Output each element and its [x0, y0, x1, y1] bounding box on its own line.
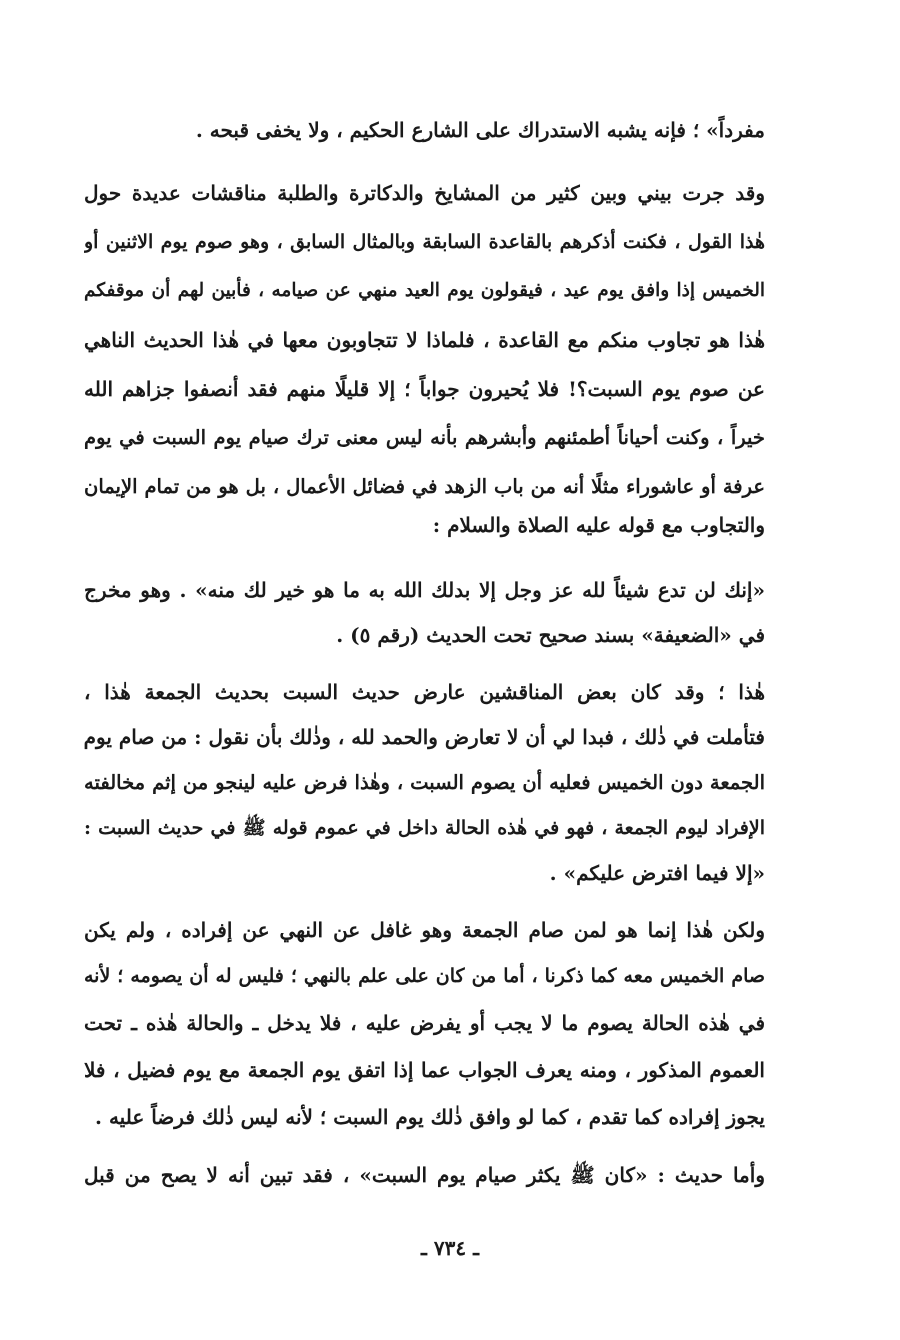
text-line: هٰذا القول ، فكنت أذكرهم بالقاعدة السابقة وبالمثال السابق ، وهو صوم يوم الاثنين أو: [84, 231, 765, 253]
text-line: يجوز إفراده كما تقدم ، كما لو وافق ذٰلك يوم السبت ؛ لأنه ليس ذٰلك فرضاً عليه .: [95, 1105, 765, 1129]
text-line: خيراً ، وكنت أحياناً أطمئنهم وأبشرهم بأنه ليس معنى ترك صيام يوم السبت في يوم: [84, 426, 765, 449]
text-line: هٰذا هو تجاوب منكم مع القاعدة ، فلماذا لا تتجاوبون معها في هٰذا الحديث الناهي: [84, 328, 765, 352]
text-line: وقد جرت بيني وبين كثير من المشايخ والدكاترة والطلبة مناقشات عديدة حول: [84, 181, 765, 205]
page-body-text: [84, 0, 765, 1200]
text-line: «إنك لن تدع شيئاً لله عز وجل إلا بدلك الله به ما هو خير لك منه» . وهو مخرج: [84, 578, 765, 602]
text-line: الإفراد ليوم الجمعة ، فهو في هٰذه الحالة داخل في عموم قوله ﷺ في حديث السبت :: [84, 817, 765, 839]
page-number: ـ ٧٣٤ ـ: [421, 1236, 479, 1260]
text-line: عرفة أو عاشوراء مثلًا أنه من باب الزهد في فضائل الأعمال ، بل هو من تمام الإيمان: [84, 475, 765, 498]
text-line: في هٰذه الحالة يصوم ما لا يجب أو يفرض عليه ، فلا يدخل ـ والحالة هٰذه ـ تحت: [84, 1011, 765, 1035]
text-line: مفرداً» ؛ فإنه يشبه الاستدراك على الشارع الحكيم ، ولا يخفى قبحه .: [195, 118, 765, 142]
text-line: وأما حديث : «كان ﷺ يكثر صيام يوم السبت» ، فقد تبين أنه لا يصح من قبل: [84, 1163, 765, 1187]
text-line: فتأملت في ذٰلك ، فبدا لي أن لا تعارض والحمد لله ، وذٰلك بأن نقول : من صام يوم: [84, 725, 765, 749]
text-line: الجمعة دون الخميس فعليه أن يصوم السبت ، وهٰذا فرض عليه لينجو من إثم مخالفته: [84, 771, 765, 794]
text-line: في «الضعيفة» بسند صحيح تحت الحديث (رقم ٥) .: [336, 623, 765, 647]
text-line: عن صوم يوم السبت؟! فلا يُحيرون جواباً ؛ إلا قليلًا منهم فقد أنصفوا جزاهم الله: [84, 377, 765, 401]
text-line: العموم المذكور ، ومنه يعرف الجواب عما إذا اتفق يوم الجمعة مع يوم فضيل ، فلا: [84, 1058, 765, 1082]
text-line: والتجاوب مع قوله عليه الصلاة والسلام :: [432, 513, 765, 537]
text-line: هٰذا ؛ وقد كان بعض المناقشين عارض حديث السبت بحديث الجمعة هٰذا ،: [84, 680, 765, 704]
text-line: ولكن هٰذا إنما هو لمن صام الجمعة وهو غافل عن النهي عن إفراده ، ولم يكن: [84, 918, 765, 942]
text-line: «إلا فيما افترض عليكم» .: [549, 861, 765, 885]
text-line: صام الخميس معه كما ذكرنا ، أما من كان على علم بالنهي ؛ فليس له أن يصومه ؛ لأنه: [84, 965, 765, 987]
text-line: الخميس إذا وافق يوم عيد ، فيقولون يوم العيد منهي عن صيامه ، فأبين لهم أن موقفكم: [84, 280, 765, 301]
